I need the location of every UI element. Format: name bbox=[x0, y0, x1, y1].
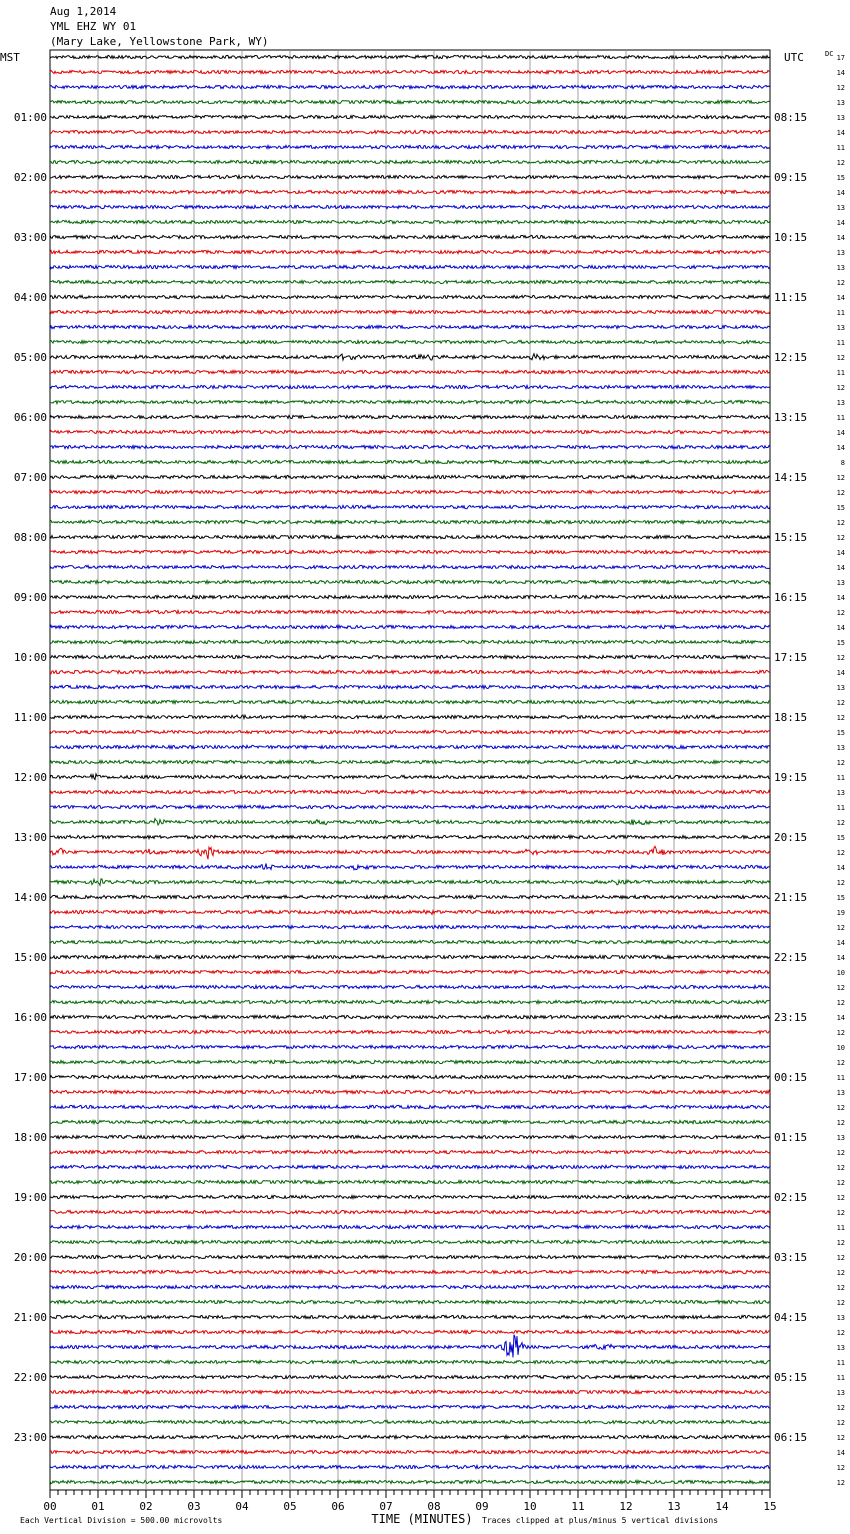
footer-clip-note: Traces clipped at plus/minus 5 vertical divisions bbox=[482, 1516, 719, 1525]
seismic-trace bbox=[50, 745, 770, 748]
dc-offset-value: 12 bbox=[836, 819, 845, 827]
utc-hour-label: 11:15 bbox=[774, 291, 808, 304]
x-tick-label: 08 bbox=[427, 1500, 441, 1513]
dc-offset-value: 13 bbox=[836, 1134, 845, 1142]
mst-hour-label: 19:00 bbox=[13, 1191, 47, 1204]
dc-offset-value: 12 bbox=[836, 84, 845, 92]
dc-offset-value: 12 bbox=[836, 1419, 845, 1427]
mst-hour-label: 13:00 bbox=[13, 831, 47, 844]
seismic-trace bbox=[50, 864, 770, 870]
seismic-trace bbox=[50, 370, 770, 373]
seismic-trace bbox=[50, 1420, 770, 1423]
dc-offset-value: 12 bbox=[836, 519, 845, 527]
dc-offset-value: 12 bbox=[836, 1149, 845, 1157]
dc-offset-value: 11 bbox=[836, 339, 845, 347]
seismic-trace bbox=[50, 1300, 770, 1303]
seismic-trace bbox=[50, 730, 770, 733]
mst-hour-label: 20:00 bbox=[13, 1251, 47, 1264]
seismic-trace bbox=[50, 85, 770, 88]
seismic-trace bbox=[50, 685, 770, 688]
seismic-trace bbox=[50, 970, 770, 973]
dc-offset-value: 11 bbox=[836, 804, 845, 812]
seismic-trace bbox=[50, 1375, 770, 1378]
mst-hour-label: 07:00 bbox=[13, 471, 47, 484]
x-axis-label: TIME (MINUTES) bbox=[371, 1512, 473, 1526]
dc-offset-value: 12 bbox=[836, 759, 845, 767]
dc-offset-value: 14 bbox=[836, 69, 845, 77]
utc-hour-label: 08:15 bbox=[774, 111, 808, 124]
seismic-trace bbox=[50, 220, 770, 223]
dc-offset-value: 14 bbox=[836, 669, 845, 677]
dc-offset-value: 14 bbox=[836, 1449, 845, 1457]
dc-offset-value: 13 bbox=[836, 264, 845, 272]
seismic-trace bbox=[50, 55, 770, 58]
dc-offset-value: 15 bbox=[836, 639, 845, 647]
seismic-trace bbox=[50, 1240, 770, 1243]
dc-offset-value: 12 bbox=[836, 999, 845, 1007]
dc-offset-value: 17 bbox=[836, 54, 845, 62]
dc-offset-value: 14 bbox=[836, 564, 845, 572]
utc-hour-label: 18:15 bbox=[774, 711, 808, 724]
seismic-trace bbox=[50, 354, 770, 360]
utc-hour-label: 20:15 bbox=[774, 831, 808, 844]
seismic-trace bbox=[50, 640, 770, 643]
dc-offset-value: 14 bbox=[836, 429, 845, 437]
dc-offset-value: 14 bbox=[836, 294, 845, 302]
mst-hour-label: 12:00 bbox=[13, 771, 47, 784]
seismic-trace bbox=[50, 1030, 770, 1033]
seismic-trace bbox=[50, 700, 770, 703]
seismic-trace bbox=[50, 445, 770, 448]
seismic-trace bbox=[50, 1285, 770, 1288]
x-tick-label: 02 bbox=[139, 1500, 153, 1513]
utc-label: UTC bbox=[784, 51, 804, 64]
utc-hour-label: 17:15 bbox=[774, 651, 808, 664]
mst-hour-label: 04:00 bbox=[13, 291, 47, 304]
dc-offset-value: 12 bbox=[836, 1059, 845, 1067]
mst-hour-label: 06:00 bbox=[13, 411, 47, 424]
dc-offset-value: 12 bbox=[836, 1209, 845, 1217]
seismic-trace bbox=[50, 1210, 770, 1213]
seismic-trace bbox=[50, 895, 770, 898]
seismic-trace bbox=[50, 1255, 770, 1258]
dc-offset-value: 12 bbox=[836, 849, 845, 857]
seismic-trace bbox=[50, 1135, 770, 1138]
utc-hour-label: 04:15 bbox=[774, 1311, 808, 1324]
dc-offset-value: 12 bbox=[836, 384, 845, 392]
dc-offset-value: 12 bbox=[836, 1479, 845, 1487]
seismic-trace bbox=[50, 475, 770, 478]
seismic-trace bbox=[50, 490, 770, 493]
dc-offset-value: 14 bbox=[836, 189, 845, 197]
mst-hour-label: 01:00 bbox=[13, 111, 47, 124]
x-tick-label: 13 bbox=[667, 1500, 681, 1513]
seismic-trace bbox=[50, 415, 770, 418]
seismic-trace bbox=[50, 1335, 770, 1358]
utc-hour-label: 02:15 bbox=[774, 1191, 808, 1204]
dc-offset-value: 13 bbox=[836, 1089, 845, 1097]
dc-offset-value: 11 bbox=[836, 1224, 845, 1232]
seismic-trace bbox=[50, 250, 770, 253]
dc-offset-value: 14 bbox=[836, 1014, 845, 1022]
dc-offset-value: 15 bbox=[836, 834, 845, 842]
seismic-trace bbox=[50, 1180, 770, 1183]
seismic-trace bbox=[50, 70, 770, 73]
dc-offset-value: 11 bbox=[836, 369, 845, 377]
dc-offset-value: 19 bbox=[836, 909, 845, 917]
seismic-trace bbox=[50, 1315, 770, 1318]
utc-hour-label: 16:15 bbox=[774, 591, 808, 604]
dc-offset-value: 10 bbox=[836, 969, 845, 977]
header-station: YML EHZ WY 01 bbox=[50, 20, 137, 33]
x-tick-label: 05 bbox=[283, 1500, 297, 1513]
dc-offset-value: 12 bbox=[836, 1104, 845, 1112]
seismic-trace bbox=[50, 835, 770, 838]
seismic-trace bbox=[50, 910, 770, 914]
dc-offset-value: 12 bbox=[836, 1434, 845, 1442]
seismic-trace bbox=[50, 175, 770, 178]
dc-offset-value: 12 bbox=[836, 1029, 845, 1037]
seismic-trace bbox=[50, 1000, 770, 1003]
seismic-trace bbox=[50, 790, 770, 793]
utc-hour-label: 06:15 bbox=[774, 1431, 808, 1444]
utc-hour-label: 03:15 bbox=[774, 1251, 808, 1264]
dc-offset-value: 14 bbox=[836, 594, 845, 602]
dc-offset-value: 12 bbox=[836, 699, 845, 707]
dc-offset-value: 14 bbox=[836, 624, 845, 632]
seismic-trace bbox=[50, 805, 770, 808]
dc-offset-value: 12 bbox=[836, 1269, 845, 1277]
dc-offset-value: 14 bbox=[836, 939, 845, 947]
seismic-trace bbox=[50, 1435, 770, 1438]
utc-hour-label: 10:15 bbox=[774, 231, 808, 244]
dc-offset-value: 12 bbox=[836, 1239, 845, 1247]
dc-offset-value: 12 bbox=[836, 1194, 845, 1202]
dc-offset-value: 12 bbox=[836, 354, 845, 362]
mst-hour-label: 02:00 bbox=[13, 171, 47, 184]
dc-offset-value: 13 bbox=[836, 114, 845, 122]
dc-offset-value: 12 bbox=[836, 879, 845, 887]
dc-offset-value: 14 bbox=[836, 444, 845, 452]
seismic-trace bbox=[50, 1330, 770, 1333]
utc-hour-label: 21:15 bbox=[774, 891, 808, 904]
dc-offset-value: 13 bbox=[836, 204, 845, 212]
seismic-trace bbox=[50, 310, 770, 313]
dc-offset-value: 13 bbox=[836, 1389, 845, 1397]
seismic-trace bbox=[50, 160, 770, 163]
seismic-trace bbox=[50, 655, 770, 658]
seismic-trace bbox=[50, 846, 770, 859]
utc-hour-label: 22:15 bbox=[774, 951, 808, 964]
x-tick-label: 11 bbox=[571, 1500, 585, 1513]
seismic-trace bbox=[50, 400, 770, 403]
dc-offset-value: 12 bbox=[836, 489, 845, 497]
dc-offset-value: 14 bbox=[836, 954, 845, 962]
mst-label: MST bbox=[0, 51, 20, 64]
x-tick-label: 06 bbox=[331, 1500, 345, 1513]
dc-offset-value: 13 bbox=[836, 744, 845, 752]
seismic-trace bbox=[50, 100, 770, 103]
dc-offset-value: 12 bbox=[836, 1254, 845, 1262]
dc-offset-value: 11 bbox=[836, 309, 845, 317]
seismic-trace bbox=[50, 1060, 770, 1063]
seismic-trace bbox=[50, 1360, 770, 1363]
header-location: (Mary Lake, Yellowstone Park, WY) bbox=[50, 35, 269, 48]
dc-offset-value: 11 bbox=[836, 414, 845, 422]
seismic-trace bbox=[50, 940, 770, 943]
dc-offset-value: 10 bbox=[836, 1044, 845, 1052]
mst-hour-label: 10:00 bbox=[13, 651, 47, 664]
dc-offset-value: 12 bbox=[836, 1329, 845, 1337]
seismic-trace bbox=[50, 1015, 770, 1018]
seismic-trace bbox=[50, 1075, 770, 1078]
dc-offset-value: 12 bbox=[836, 1404, 845, 1412]
x-tick-label: 14 bbox=[715, 1500, 729, 1513]
seismic-trace bbox=[50, 670, 770, 673]
seismic-trace bbox=[50, 520, 770, 523]
dc-offset-value: 12 bbox=[836, 159, 845, 167]
x-tick-label: 10 bbox=[523, 1500, 537, 1513]
mst-hour-label: 16:00 bbox=[13, 1011, 47, 1024]
x-tick-label: 03 bbox=[187, 1500, 201, 1513]
dc-offset-value: 11 bbox=[836, 144, 845, 152]
utc-hour-label: 01:15 bbox=[774, 1131, 808, 1144]
seismic-trace bbox=[50, 774, 770, 780]
seismic-trace bbox=[50, 625, 770, 628]
seismic-trace bbox=[50, 1450, 770, 1453]
mst-hour-label: 22:00 bbox=[13, 1371, 47, 1384]
seismic-trace bbox=[50, 955, 770, 958]
mst-hour-label: 21:00 bbox=[13, 1311, 47, 1324]
mst-hour-label: 09:00 bbox=[13, 591, 47, 604]
dc-offset-value: 14 bbox=[836, 129, 845, 137]
dc-offset-value: 12 bbox=[836, 924, 845, 932]
mst-hour-label: 15:00 bbox=[13, 951, 47, 964]
seismic-trace bbox=[50, 535, 770, 538]
x-tick-label: 04 bbox=[235, 1500, 249, 1513]
utc-hour-label: 14:15 bbox=[774, 471, 808, 484]
dc-offset-value: 11 bbox=[836, 1374, 845, 1382]
dc-offset-value: 11 bbox=[836, 774, 845, 782]
seismic-trace bbox=[50, 145, 770, 148]
utc-hour-label: 15:15 bbox=[774, 531, 808, 544]
seismic-trace bbox=[50, 760, 770, 763]
seismic-trace bbox=[50, 985, 770, 988]
x-tick-label: 15 bbox=[763, 1500, 777, 1513]
mst-hour-label: 17:00 bbox=[13, 1071, 47, 1084]
dc-offset-value: 13 bbox=[836, 324, 845, 332]
dc-offset-value: 13 bbox=[836, 579, 845, 587]
dc-offset-value: 12 bbox=[836, 474, 845, 482]
seismic-trace bbox=[50, 1405, 770, 1408]
seismic-trace bbox=[50, 235, 770, 238]
dc-offset-value: 15 bbox=[836, 894, 845, 902]
seismic-trace bbox=[50, 1045, 770, 1048]
seismic-trace bbox=[50, 1225, 770, 1228]
dc-label: DC bbox=[825, 50, 834, 58]
seismic-trace bbox=[50, 1270, 770, 1273]
mst-hour-label: 23:00 bbox=[13, 1431, 47, 1444]
dc-offset-value: 14 bbox=[836, 549, 845, 557]
seismic-trace bbox=[50, 1480, 770, 1483]
seismic-trace bbox=[50, 565, 770, 568]
dc-offset-value: 12 bbox=[836, 714, 845, 722]
dc-offset-value: 12 bbox=[836, 654, 845, 662]
seismic-trace bbox=[50, 1090, 770, 1093]
seismic-trace bbox=[50, 265, 770, 268]
seismic-trace bbox=[50, 1165, 770, 1168]
dc-offset-value: 13 bbox=[836, 399, 845, 407]
mst-hour-label: 14:00 bbox=[13, 891, 47, 904]
dc-offset-value: 12 bbox=[836, 1284, 845, 1292]
dc-offset-value: 11 bbox=[836, 1359, 845, 1367]
seismic-trace bbox=[50, 879, 770, 885]
dc-offset-value: 12 bbox=[836, 609, 845, 617]
utc-hour-label: 05:15 bbox=[774, 1371, 808, 1384]
utc-hour-label: 12:15 bbox=[774, 351, 808, 364]
utc-hour-label: 23:15 bbox=[774, 1011, 808, 1024]
dc-offset-value: 13 bbox=[836, 1344, 845, 1352]
seismic-trace bbox=[50, 190, 770, 193]
dc-offset-value: 8 bbox=[840, 459, 845, 467]
dc-offset-value: 14 bbox=[836, 864, 845, 872]
seismic-trace bbox=[50, 1390, 770, 1393]
utc-hour-label: 13:15 bbox=[774, 411, 808, 424]
x-tick-label: 07 bbox=[379, 1500, 393, 1513]
dc-offset-value: 15 bbox=[836, 504, 845, 512]
mst-hour-label: 03:00 bbox=[13, 231, 47, 244]
dc-offset-value: 12 bbox=[836, 1179, 845, 1187]
seismic-trace bbox=[50, 295, 770, 298]
x-tick-label: 12 bbox=[619, 1500, 633, 1513]
x-tick-label: 00 bbox=[43, 1500, 57, 1513]
mst-hour-label: 05:00 bbox=[13, 351, 47, 364]
seismic-trace bbox=[50, 819, 770, 825]
seismic-trace bbox=[50, 385, 770, 388]
seismic-trace bbox=[50, 1150, 770, 1153]
dc-offset-value: 15 bbox=[836, 174, 845, 182]
seismic-trace bbox=[50, 280, 770, 283]
dc-offset-value: 12 bbox=[836, 1164, 845, 1172]
dc-offset-value: 13 bbox=[836, 789, 845, 797]
dc-offset-value: 15 bbox=[836, 729, 845, 737]
seismic-trace bbox=[50, 610, 770, 613]
mst-hour-label: 11:00 bbox=[13, 711, 47, 724]
dc-offset-value: 12 bbox=[836, 1119, 845, 1127]
dc-offset-value: 13 bbox=[836, 1314, 845, 1322]
seismic-trace bbox=[50, 1195, 770, 1198]
seismic-trace bbox=[50, 1120, 770, 1123]
utc-hour-label: 09:15 bbox=[774, 171, 808, 184]
dc-offset-value: 13 bbox=[836, 249, 845, 257]
seismic-trace bbox=[50, 115, 770, 118]
x-tick-label: 09 bbox=[475, 1500, 489, 1513]
mst-hour-label: 08:00 bbox=[13, 531, 47, 544]
seismic-trace bbox=[50, 130, 770, 133]
utc-hour-label: 00:15 bbox=[774, 1071, 808, 1084]
dc-offset-value: 13 bbox=[836, 684, 845, 692]
mst-hour-label: 18:00 bbox=[13, 1131, 47, 1144]
seismic-trace bbox=[50, 925, 770, 928]
seismic-trace bbox=[50, 460, 770, 463]
x-tick-label: 01 bbox=[91, 1500, 105, 1513]
seismic-trace bbox=[50, 1105, 770, 1108]
seismic-trace bbox=[50, 595, 770, 598]
dc-offset-value: 14 bbox=[836, 234, 845, 242]
dc-offset-value: 12 bbox=[836, 534, 845, 542]
seismic-trace bbox=[50, 205, 770, 208]
dc-offset-value: 12 bbox=[836, 1299, 845, 1307]
seismic-trace bbox=[50, 505, 770, 508]
seismic-trace bbox=[50, 580, 770, 583]
footer-scale-note: Each Vertical Division = 500.00 microvolts bbox=[20, 1516, 223, 1525]
header-date: Aug 1,2014 bbox=[50, 5, 117, 18]
dc-offset-value: 11 bbox=[836, 1074, 845, 1082]
seismic-trace bbox=[50, 1465, 770, 1468]
seismic-trace bbox=[50, 715, 770, 719]
dc-offset-value: 12 bbox=[836, 1464, 845, 1472]
dc-offset-value: 12 bbox=[836, 279, 845, 287]
seismic-trace bbox=[50, 550, 770, 553]
utc-hour-label: 19:15 bbox=[774, 771, 808, 784]
dc-offset-value: 14 bbox=[836, 219, 845, 227]
seismic-trace bbox=[50, 430, 770, 433]
seismic-trace bbox=[50, 340, 770, 343]
dc-offset-value: 13 bbox=[836, 99, 845, 107]
seismic-trace bbox=[50, 325, 770, 328]
dc-offset-value: 12 bbox=[836, 984, 845, 992]
